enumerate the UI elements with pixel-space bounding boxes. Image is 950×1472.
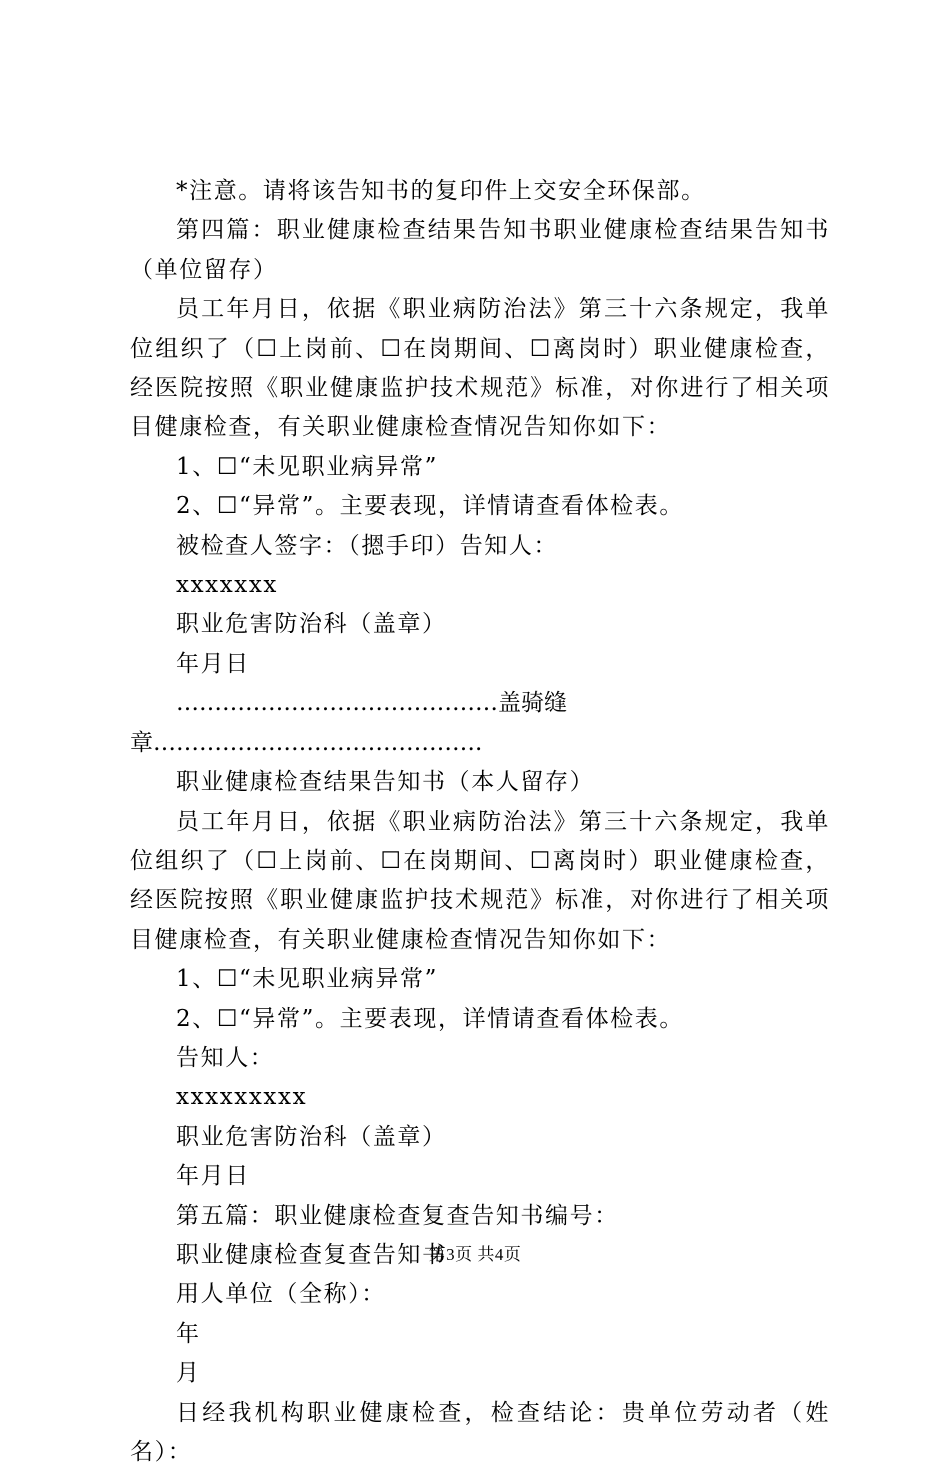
page-footer: 第3页 共4页 [428,1245,522,1264]
employer-line: 用人单位（全称）： [176,1281,386,1308]
date-line-unit: 年月日 [176,650,250,677]
notice-paragraph-unit: 员工年月日，依据《职业病防治法》第三十六条规定，我单位组织了（☐上岗前、☐在岗期间、☐离岗时）职业健康检查，经医院按照《职业健康监护技术规范》标准，对你进行了相关项目健康检查，有关职业健康检查情况告知你如下： [130,296,830,441]
option-normal-unit: 1、☐“未见职业病异常” [176,453,438,480]
option-normal-personal: 1、☐“未见职业病异常” [176,966,438,993]
chapter-five-heading: 第五篇：职业健康检查复查告知书编号： [176,1202,619,1229]
notice-paragraph-personal: 员工年月日，依据《职业病防治法》第三十六条规定，我单位组织了（☐上岗前、☐在岗期间、☐离岗时）职业健康检查，经医院按照《职业健康监护技术规范》标准，对你进行了相关项目健康检查，有关职业健康检查情况告知你如下： [130,808,830,953]
date-line-personal: 年月日 [176,1163,250,1190]
note-line: *注意。请将该告知书的复印件上交安全环保部。 [176,178,706,204]
notifier-name-unit: xxxxxxx [176,572,278,599]
recheck-notice-title: 职业健康检查复查告知书 [176,1241,447,1268]
signature-line: 被检查人签字：（摁手印）告知人： [176,532,559,559]
department-seal-unit: 职业危害防治科（盖章） [176,611,447,638]
option-abnormal-personal: 2、☐“异常”。主要表现，详情请查看体检表。 [176,1005,684,1032]
document-body [130,172,830,1472]
department-seal-personal: 职业危害防治科（盖章） [176,1123,447,1150]
notifier-name-personal: xxxxxxxxx [176,1084,308,1111]
month-line: 月 [176,1360,201,1387]
notifier-line-personal: 告知人： [176,1044,275,1071]
recheck-conclusion-line: 日经我机构职业健康检查，检查结论：贵单位劳动者（姓名）： [130,1399,830,1465]
seal-separator-line: ……………………………………盖骑缝章……………………………………. [130,690,567,756]
year-line: 年 [176,1320,201,1347]
chapter-four-heading: 第四篇：职业健康检查结果告知书职业健康检查结果告知书（单位留存） [130,217,830,283]
option-abnormal-unit: 2、☐“异常”。主要表现，详情请查看体检表。 [176,493,684,520]
personal-copy-heading: 职业健康检查结果告知书（本人留存） [176,769,595,796]
